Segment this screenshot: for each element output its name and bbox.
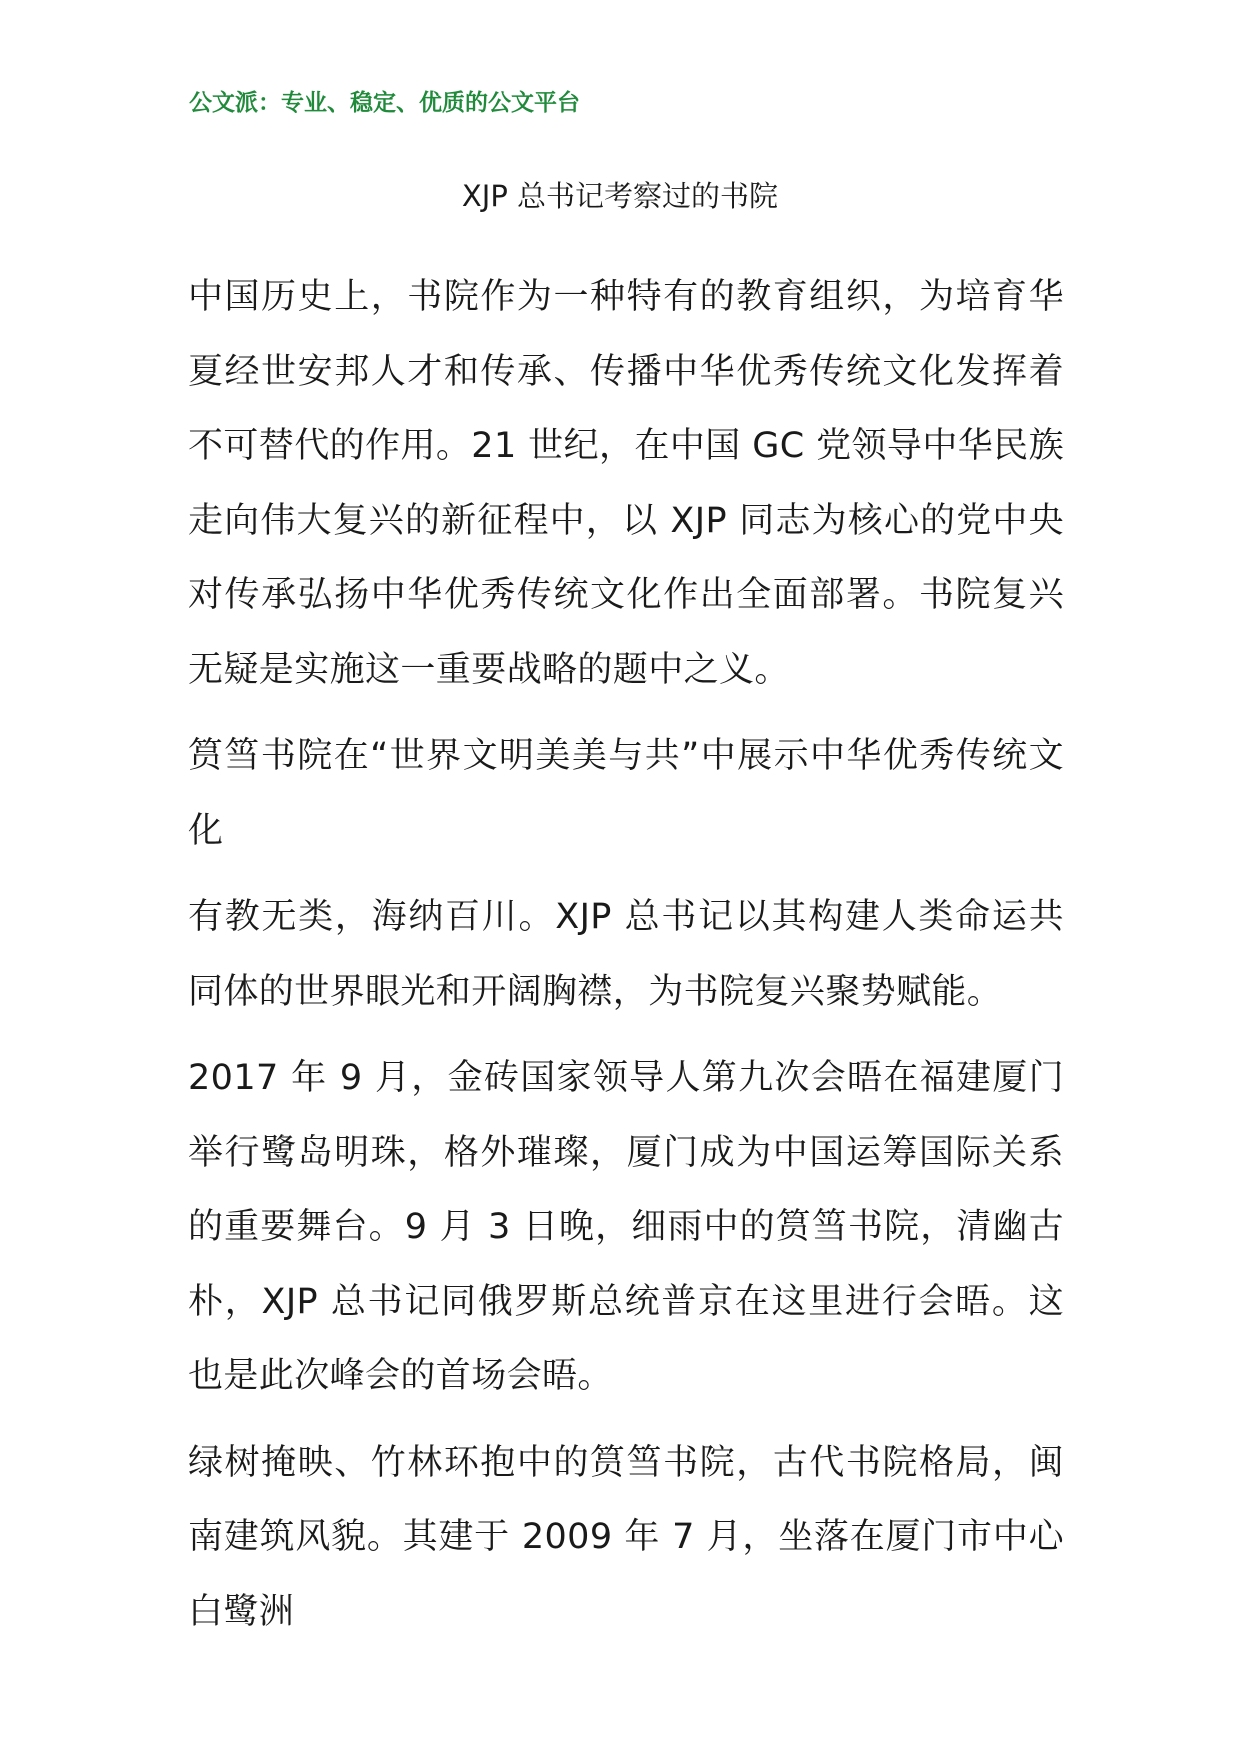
paragraph: 中国历史上，书院作为一种特有的教育组织，为培育华夏经世安邦人才和传承、传播中华优秀传统文化发挥着不可替代的作用。21 世纪，在中国 GC 党领导中华民族走向伟大复兴的新征程中，以 XJP 同志为核心的党中央对传承弘扬中华优秀传统文化作出全面部署。书院复兴无疑是实施这一重要战略的题中之义。: [188, 277, 1064, 690]
section-heading: 筼筜书院在“世界文明美美与共”中展示中华优秀传统文化: [188, 736, 1064, 851]
document-body: [188, 260, 1064, 1661]
header-slogan: 公文派：专业、稳定、优质的公文平台: [189, 90, 580, 116]
paragraph: 绿树掩映、竹林环抱中的筼筜书院，古代书院格局，闽南建筑风貌。其建于 2009 年 7 月，坐落在厦门市中心白鹭洲: [188, 1442, 1064, 1632]
paragraph: 有教无类，海纳百川。XJP 总书记以其构建人类命运共同体的世界眼光和开阔胸襟，为书院复兴聚势赋能。: [188, 897, 1064, 1012]
paragraph: 2017 年 9 月，金砖国家领导人第九次会晤在福建厦门举行鹭岛明珠，格外璀璨，厦门成为中国运筹国际关系的重要舞台。9 月 3 日晚，细雨中的筼筜书院，清幽古朴，XJP 总书记同俄罗斯总统普京在这里进行会晤。这也是此次峰会的首场会晤。: [188, 1058, 1064, 1396]
document-title: XJP 总书记考察过的书院: [461, 179, 779, 213]
